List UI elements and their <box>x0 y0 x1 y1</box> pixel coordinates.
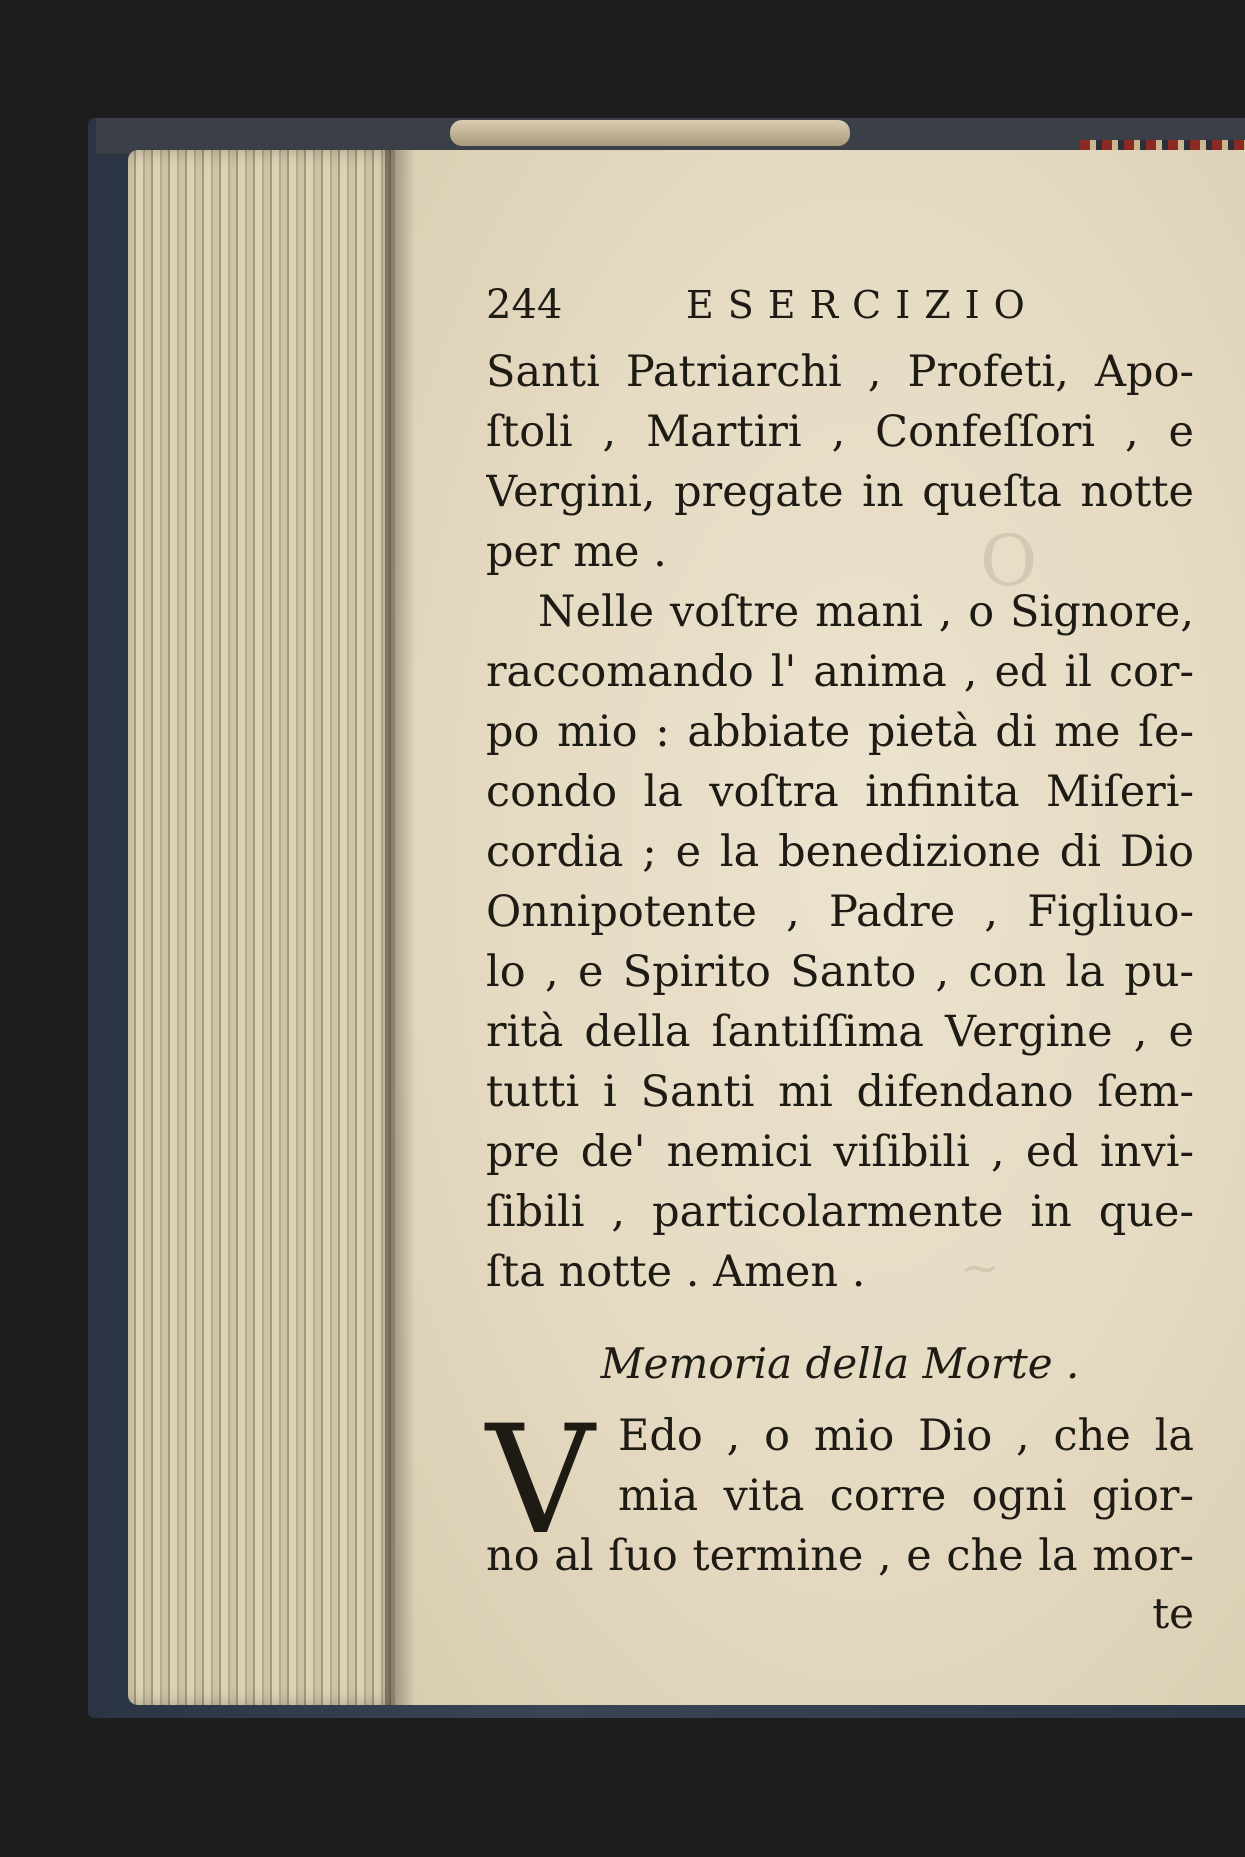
text-line: po mio : abbiate pietà di me ſe- <box>486 707 1194 757</box>
gutter-shadow <box>385 150 415 1705</box>
text-line: rità della ſantiſſima Vergine , e <box>486 1007 1194 1057</box>
paragraph-1 <box>486 342 1194 582</box>
page-text <box>486 282 1194 1642</box>
text-line: ſtoli , Martiri , Confeſſori , e <box>486 407 1194 457</box>
text-line: Edo , o mio Dio , che la <box>618 1411 1194 1461</box>
page-number: 244 <box>486 282 563 328</box>
text-line: Nelle voſtre mani , o Signore, <box>538 587 1194 637</box>
text-line: tutti i Santi mi difendano ſem- <box>486 1067 1194 1117</box>
text-line: ſta notte . Amen . <box>486 1247 866 1297</box>
text-line: lo , e Spirito Santo , con la pu- <box>486 947 1194 997</box>
drop-cap: V <box>486 1394 595 1568</box>
show-through-ghost-2: ~ <box>960 1240 1001 1296</box>
page-header <box>486 282 1194 342</box>
text-line: raccomando l' anima , ed il cor- <box>486 647 1194 697</box>
text-line: ſibili , particolarmente in que- <box>486 1187 1194 1237</box>
running-head: ESERCIZIO <box>686 283 1039 327</box>
headband <box>450 120 850 146</box>
page-edges <box>128 150 400 1705</box>
paragraph-2 <box>486 582 1194 1302</box>
text-line: cordia ; e la benedizione di Dio <box>486 827 1194 877</box>
paragraph-3 <box>486 1394 1194 1586</box>
text-line: pre de' nemici viſibili , ed invi- <box>486 1127 1194 1177</box>
text-line: per me . <box>486 527 667 577</box>
text-line: mia vita corre ogni gior- <box>618 1471 1194 1521</box>
section-heading: Memoria della Morte . <box>600 1339 1080 1388</box>
text-line: Onnipotente , Padre , Figliuo- <box>486 887 1194 937</box>
text-line: Vergini, pregate in queſta notte <box>486 467 1194 517</box>
text-line: condo la voſtra infinita Miſeri- <box>486 767 1194 817</box>
text-line: no al ſuo termine , e che la mor- <box>486 1531 1194 1581</box>
catchword: te <box>1152 1589 1194 1638</box>
text-line: Santi Patriarchi , Profeti, Apo- <box>486 347 1194 397</box>
show-through-ghost-1: O <box>980 520 1038 602</box>
